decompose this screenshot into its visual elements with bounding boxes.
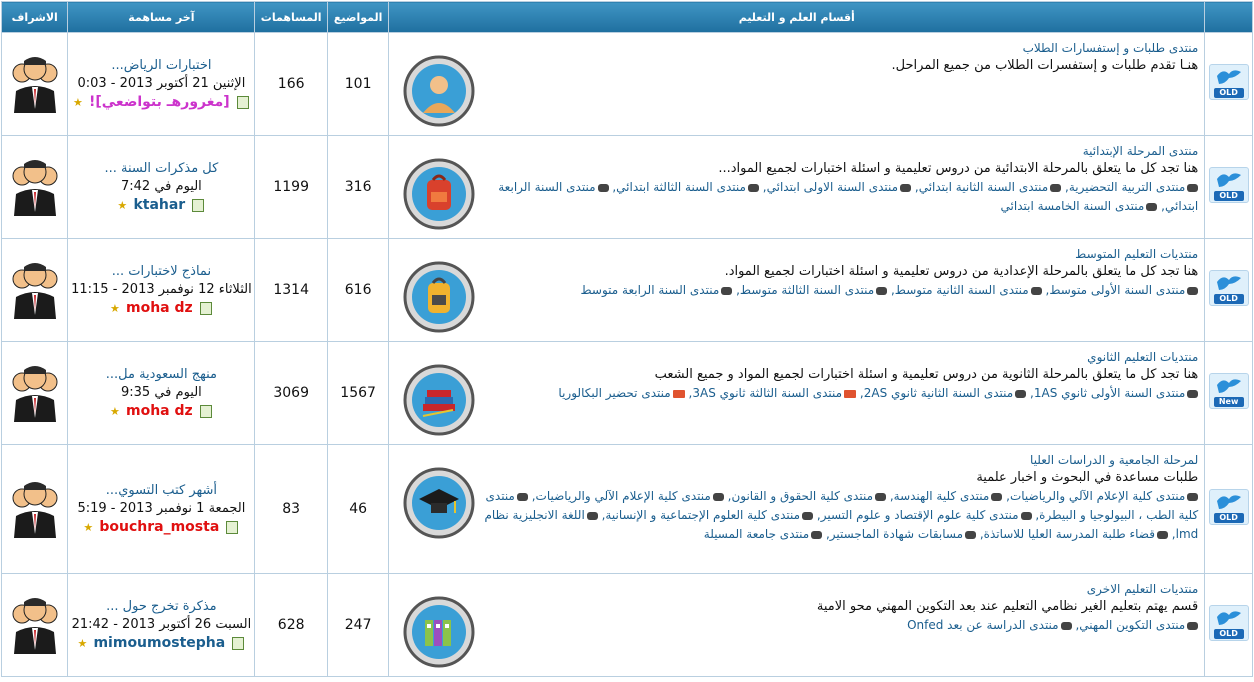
subforum-label: منتدى كلية الحقوق و القانون, xyxy=(727,489,873,503)
subforum-list xyxy=(475,487,1198,544)
speech-bubble-icon xyxy=(587,512,598,520)
subforum-link[interactable] xyxy=(532,489,724,503)
star-icon: ★ xyxy=(109,404,120,418)
subforum-label: منتدى التربية التحضيرية, xyxy=(1065,180,1186,194)
folder-icon xyxy=(673,390,685,398)
goto-post-icon[interactable] xyxy=(232,637,244,650)
subforum-link[interactable] xyxy=(1065,180,1198,194)
forum-description: طلبات مساعدة في البحوث و اخبار علمية xyxy=(976,470,1199,485)
moderator-avatar[interactable] xyxy=(10,523,60,542)
forum-status-cell xyxy=(1205,239,1253,342)
goto-post-icon[interactable] xyxy=(237,96,249,109)
subforum-label: منتدى السنة الثانية ثانوي 2AS, xyxy=(859,386,1014,400)
posts-count: 1199 xyxy=(255,136,328,239)
speech-bubble-icon xyxy=(721,287,732,295)
goto-post-icon[interactable] xyxy=(192,199,204,212)
binders-icon xyxy=(403,596,475,668)
speech-bubble-icon xyxy=(876,287,887,295)
moderator-avatar[interactable] xyxy=(10,201,60,220)
speech-bubble-icon xyxy=(748,184,759,192)
moderator-cell xyxy=(2,445,68,574)
subforum-link[interactable] xyxy=(1006,489,1198,503)
speech-bubble-icon xyxy=(1187,622,1198,630)
speech-bubble-icon xyxy=(1157,531,1168,539)
header-main: أقسام العلم و التعليم xyxy=(389,2,1205,33)
last-post-cell xyxy=(68,445,255,574)
forum-row xyxy=(2,33,1253,136)
forum-status-cell xyxy=(1205,33,1253,136)
header-moderator: الاشراف xyxy=(2,2,68,33)
subforum-list xyxy=(475,384,1198,403)
speech-bubble-icon xyxy=(1021,512,1032,520)
forum-description: هنا تجد كل ما يتعلق بالمرحلة الثانوية من دروس تعليمية و اسئلة اختبارات لجميع المواد و جميع الشعب xyxy=(654,367,1199,382)
subforum-label: منتدى السنة الثالثة ابتدائي, xyxy=(612,180,746,194)
posts-count: 166 xyxy=(255,33,328,136)
subforum-label: اللغة الانجليزية نظام lmd, xyxy=(484,508,1199,541)
subforum-link[interactable] xyxy=(826,527,976,541)
subforum-link[interactable] xyxy=(1075,618,1198,632)
last-post-date: اليوم في 7:42 xyxy=(121,178,202,194)
last-post-user-link[interactable]: [مغرورهـ بتواضعي]! xyxy=(88,93,230,110)
moderator-cell xyxy=(2,342,68,445)
status-header xyxy=(1205,2,1253,33)
speech-bubble-icon xyxy=(1015,390,1026,398)
last-post-cell xyxy=(68,33,255,136)
forum-main-cell xyxy=(389,445,1205,574)
subforum-label: منتدى السنة الثانية متوسط, xyxy=(890,283,1029,297)
forum-row xyxy=(2,136,1253,239)
moderator-cell xyxy=(2,574,68,677)
status-tag: OLD xyxy=(1214,294,1244,304)
forum-status-cell xyxy=(1205,445,1253,574)
subforum-label: منتدى السنة الأولى متوسط, xyxy=(1045,283,1186,297)
star-icon: ★ xyxy=(72,95,83,109)
speech-bubble-icon xyxy=(598,184,609,192)
last-post-title-link[interactable]: نماذج لاختبارات ... xyxy=(111,263,212,279)
books-icon xyxy=(403,364,475,436)
subforum-link[interactable] xyxy=(704,527,822,541)
subforum-label: منتدى الدراسة عن بعد Onfed xyxy=(907,618,1059,632)
forum-description: قسم يهتم بتعليم الغير نظامي التعليم عند بعد التكوين المهني محو الامية xyxy=(816,599,1199,614)
last-post-user-link[interactable]: mimoumostepha xyxy=(93,634,226,651)
forum-main-cell xyxy=(389,239,1205,342)
last-post-title-link[interactable]: أشهر كتب التسوي... xyxy=(105,482,217,498)
subforum-link[interactable] xyxy=(763,180,911,194)
last-post-cell xyxy=(68,239,255,342)
subforum-label: منتدى كلية الإعلام الآلي والرياضيات, xyxy=(531,489,711,503)
no-new-posts-icon xyxy=(1209,489,1249,525)
last-post-date: اليوم في 9:35 xyxy=(121,384,202,400)
speech-bubble-icon xyxy=(517,493,528,501)
forum-row xyxy=(2,239,1253,342)
subforum-link[interactable] xyxy=(817,508,1032,522)
last-post-cell xyxy=(68,136,255,239)
star-icon: ★ xyxy=(77,636,88,650)
topics-count: 1567 xyxy=(328,342,389,445)
forum-table xyxy=(1,1,1253,677)
subforum-link[interactable] xyxy=(1030,386,1198,400)
forum-description: هنا تجد كل ما يتعلق بالمرحلة الابتدائية من دروس تعليمية و اسئلة اختبارات لجميع المواد... xyxy=(718,161,1199,176)
subforum-label: منتدى السنة الرابعة متوسط xyxy=(580,283,720,297)
last-post-date: الثلاثاء 12 نوفمبر 2013 - 11:15 xyxy=(71,281,252,297)
last-post-date: الإثنين 21 أكتوبر 2013 - 0:03 xyxy=(77,75,246,91)
status-tag: New xyxy=(1214,397,1244,407)
last-post-user-link[interactable]: moha dz xyxy=(126,299,193,316)
subforum-label: منتدى السنة الأولى ثانوي 1AS, xyxy=(1030,386,1186,400)
subforum-link[interactable] xyxy=(558,386,684,400)
last-post-title-link[interactable]: اختبارات الرياض... xyxy=(111,57,212,73)
status-tag: OLD xyxy=(1214,513,1244,523)
speech-bubble-icon xyxy=(965,531,976,539)
last-post-user-link[interactable]: ktahar xyxy=(133,196,186,213)
speech-bubble-icon xyxy=(713,493,724,501)
subforum-link[interactable] xyxy=(689,386,857,400)
posts-count: 628 xyxy=(255,574,328,677)
last-post-title-link[interactable]: مذكرة تخرج حول ... xyxy=(106,598,217,614)
goto-post-icon[interactable] xyxy=(200,405,212,418)
posts-count: 1314 xyxy=(255,239,328,342)
subforum-link[interactable] xyxy=(1001,199,1158,213)
subforum-link[interactable] xyxy=(728,489,886,503)
forum-title-link[interactable]: لمرحلة الجامعية و الدراسات العليا xyxy=(1030,453,1199,467)
subforum-link[interactable] xyxy=(890,489,1002,503)
speech-bubble-icon xyxy=(1187,390,1198,398)
forum-status-cell xyxy=(1205,574,1253,677)
forum-title-link[interactable]: منتدى طلبات و إستفسارات الطلاب xyxy=(1022,41,1199,55)
star-icon: ★ xyxy=(109,301,120,315)
moderator-avatar[interactable] xyxy=(10,304,60,323)
moderator-avatar[interactable] xyxy=(10,407,60,426)
subforum-label: منتدى تحضير البكالوريا xyxy=(558,386,671,400)
posts-count: 83 xyxy=(255,445,328,574)
subforum-list xyxy=(475,281,1198,300)
subforum-link[interactable] xyxy=(891,283,1042,297)
subforum-label: منتدى التكوين المهني, xyxy=(1075,618,1186,632)
subforum-link[interactable] xyxy=(612,180,759,194)
header-row xyxy=(2,2,1253,33)
new-posts-icon xyxy=(1209,373,1249,409)
forum-status-cell xyxy=(1205,342,1253,445)
goto-post-icon[interactable] xyxy=(200,302,212,315)
star-icon: ★ xyxy=(83,520,94,534)
subforum-label: منتدى السنة الثانية ابتدائي, xyxy=(914,180,1049,194)
subforum-list xyxy=(475,616,1198,635)
speech-bubble-icon xyxy=(991,493,1002,501)
folder-icon xyxy=(844,390,856,398)
forum-main-cell xyxy=(389,574,1205,677)
goto-post-icon[interactable] xyxy=(226,521,238,534)
subforum-link[interactable] xyxy=(860,386,1026,400)
header-posts: المساهمات xyxy=(255,2,328,33)
speech-bubble-icon xyxy=(1050,184,1061,192)
no-new-posts-icon xyxy=(1209,64,1249,100)
speech-bubble-icon xyxy=(1031,287,1042,295)
forum-title-link[interactable]: منتديات التعليم المتوسط xyxy=(1075,247,1199,261)
schoolbag-icon xyxy=(403,261,475,333)
subforum-label: منتدى كلية علوم الإقتصاد و علوم التسير, xyxy=(816,508,1019,522)
header-last-post: آخر مساهمة xyxy=(68,2,255,33)
forum-row xyxy=(2,342,1253,445)
subforum-label: مسابقات شهادة الماجستير, xyxy=(825,527,964,541)
forum-title-link[interactable]: منتدى المرحلة الإبتدائية xyxy=(1082,144,1199,158)
moderator-cell xyxy=(2,33,68,136)
status-tag: OLD xyxy=(1214,191,1244,201)
student-icon xyxy=(403,55,475,127)
forum-main-cell xyxy=(389,33,1205,136)
last-post-date: السبت 26 أكتوبر 2013 - 21:42 xyxy=(71,616,252,632)
subforum-label: منتدى السنة الثالثة ثانوي 3AS, xyxy=(688,386,843,400)
subforum-label: منتدى السنة الرابعة ابتدائي, xyxy=(498,180,1199,213)
last-post-cell xyxy=(68,342,255,445)
subforum-link[interactable] xyxy=(980,527,1168,541)
last-post-user-link[interactable]: moha dz xyxy=(126,402,193,419)
subforum-label: منتدى السنة الثالثة متوسط, xyxy=(736,283,875,297)
speech-bubble-icon xyxy=(1061,622,1072,630)
subforum-link[interactable] xyxy=(1046,283,1199,297)
topics-count: 247 xyxy=(328,574,389,677)
no-new-posts-icon xyxy=(1209,270,1249,306)
subforum-label: منتدى كلية العلوم الإجتماعية و الإنسانية, xyxy=(601,508,801,522)
header-topics: المواضيع xyxy=(328,2,389,33)
last-post-user-link[interactable]: bouchra_mosta xyxy=(99,518,220,535)
forum-description: هنـا تقدم طلبات و إستفسرات الطلاب من جميع المراحل. xyxy=(891,58,1199,73)
subforum-label: منتدى كلية الهندسة, xyxy=(889,489,990,503)
star-icon: ★ xyxy=(117,198,128,212)
no-new-posts-icon xyxy=(1209,605,1249,641)
subforum-label: منتدى جامعة المسيلة xyxy=(703,527,810,541)
moderator-cell xyxy=(2,239,68,342)
speech-bubble-icon xyxy=(811,531,822,539)
moderator-avatar[interactable] xyxy=(10,98,60,117)
topics-count: 101 xyxy=(328,33,389,136)
subforum-link[interactable] xyxy=(915,180,1061,194)
speech-bubble-icon xyxy=(1187,287,1198,295)
subforum-link[interactable] xyxy=(736,283,887,297)
speech-bubble-icon xyxy=(875,493,886,501)
subforum-label: قضاء طلبة المدرسة العليا للاساتذة, xyxy=(979,527,1155,541)
graduation-cap-icon xyxy=(403,467,475,539)
posts-count: 3069 xyxy=(255,342,328,445)
forum-description: هنا تجد كل ما يتعلق بالمرحلة الإعدادية من دروس تعليمية و اسئلة اختبارات لجميع المواد. xyxy=(724,264,1199,279)
forum-main-cell xyxy=(389,342,1205,445)
forum-title-link[interactable]: منتديات التعليم الثانوي xyxy=(1087,350,1199,364)
subforum-link[interactable] xyxy=(581,283,733,297)
forum-row xyxy=(2,574,1253,677)
speech-bubble-icon xyxy=(802,512,813,520)
moderator-cell xyxy=(2,136,68,239)
last-post-date: الجمعة 1 نوفمبر 2013 - 5:19 xyxy=(77,500,246,516)
topics-count: 616 xyxy=(328,239,389,342)
topics-count: 316 xyxy=(328,136,389,239)
subforum-link[interactable] xyxy=(907,618,1072,632)
speech-bubble-icon xyxy=(900,184,911,192)
subforum-label: منتدى السنة الاولى ابتدائي, xyxy=(762,180,899,194)
status-tag: OLD xyxy=(1214,629,1244,639)
forum-status-cell xyxy=(1205,136,1253,239)
forum-title-link[interactable]: منتديات التعليم الاخرى xyxy=(1086,582,1199,596)
backpack-icon xyxy=(403,158,475,230)
subforum-link[interactable] xyxy=(602,508,813,522)
status-tag: OLD xyxy=(1214,88,1244,98)
forum-main-cell xyxy=(389,136,1205,239)
last-post-cell xyxy=(68,574,255,677)
subforum-list xyxy=(475,178,1198,216)
moderator-avatar[interactable] xyxy=(10,639,60,658)
speech-bubble-icon xyxy=(1146,203,1157,211)
speech-bubble-icon xyxy=(1187,493,1198,501)
subforum-label: منتدى السنة الخامسة ابتدائي xyxy=(1000,199,1145,213)
subforum-label: منتدى كلية الطب ، البيولوجيا و البيطرة, xyxy=(485,489,1199,522)
topics-count: 46 xyxy=(328,445,389,574)
last-post-title-link[interactable]: كل مذكرات السنة ... xyxy=(104,160,219,176)
last-post-title-link[interactable]: منهج السعودية مل... xyxy=(105,366,218,382)
no-new-posts-icon xyxy=(1209,167,1249,203)
subforum-label: منتدى كلية الإعلام الآلي والرياضيات, xyxy=(1006,489,1186,503)
speech-bubble-icon xyxy=(1187,184,1198,192)
forum-row xyxy=(2,445,1253,574)
